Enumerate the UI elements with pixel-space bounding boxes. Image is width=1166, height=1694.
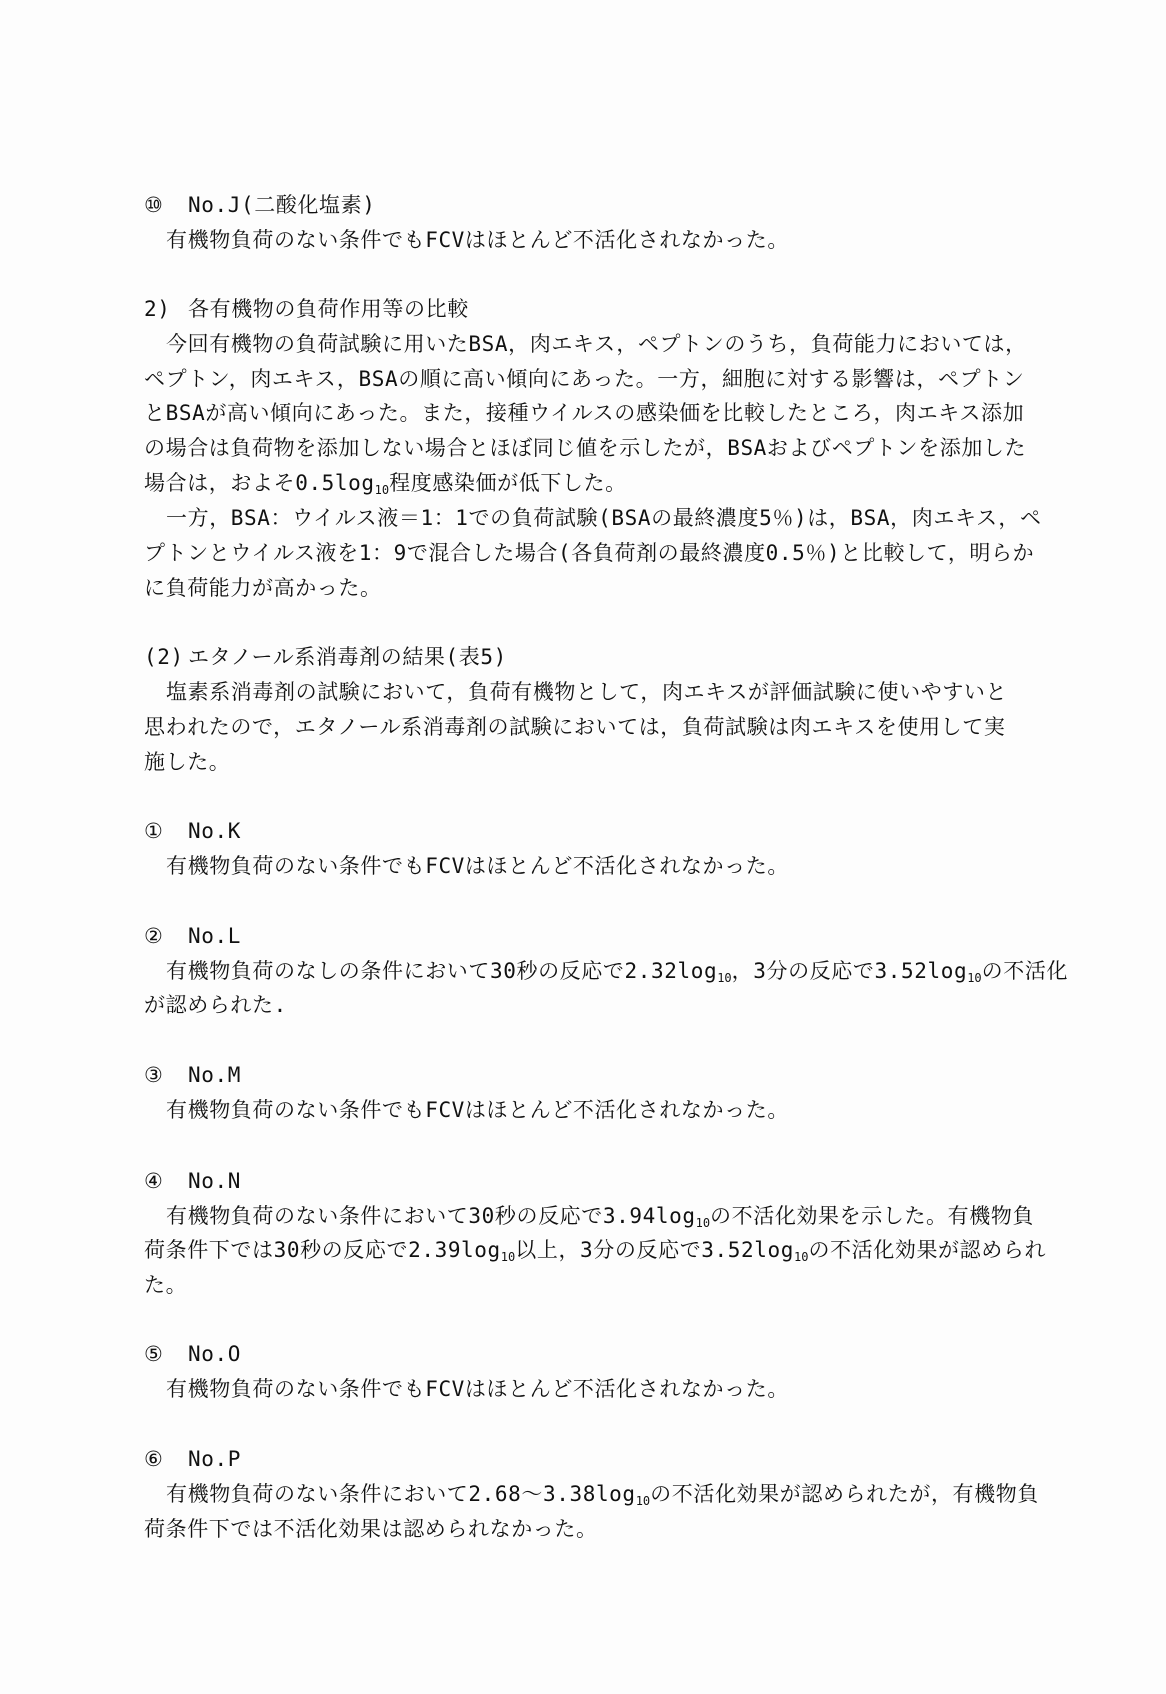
- paragraph-line: [144, 538, 1034, 568]
- section-title: No.P: [188, 1447, 241, 1471]
- paragraph-line: [144, 468, 1034, 498]
- text-run: 程度感染価が低下した。: [389, 471, 627, 495]
- text-run: とBSAが高い傾向にあった。また，接種ウイルスの感染価を比較したところ，肉エキス添加: [144, 401, 1025, 425]
- paragraph-line: [144, 712, 1034, 742]
- section-title: No.L: [188, 924, 241, 948]
- text-run: の不活化効果が認められたが，有機物負: [650, 1482, 1039, 1506]
- section-number: ⑥: [144, 1447, 164, 1471]
- text-run: 場合は，およそ0.5log: [144, 471, 375, 495]
- paragraph-line: [144, 573, 1034, 603]
- text-run: 一方，BSA：ウイルス液＝1：1での負荷試験(BSAの最終濃度5％)は，BSA，肉エキス，ペ: [166, 506, 1042, 530]
- section-heading: [144, 1444, 1034, 1474]
- subscript: 10: [794, 1250, 809, 1264]
- section-number: ③: [144, 1063, 164, 1087]
- text-run: の場合は負荷物を添加しない場合とほぼ同じ値を示したが，BSAおよびペプトンを添加した: [144, 436, 1027, 460]
- section-number: ⑤: [144, 1342, 164, 1366]
- section-title: エタノール系消毒剤の結果(表5): [188, 645, 507, 669]
- text-run: 今回有機物の負荷試験に用いたBSA，肉エキス，ペプトンのうち，負荷能力においては，: [166, 332, 1027, 356]
- paragraph-line: [144, 990, 1034, 1020]
- section-number: (2): [144, 645, 184, 669]
- text-run: 有機物負荷のない条件でもFCVはほとんど不活化されなかった。: [166, 1098, 789, 1122]
- section-title: No.M: [188, 1063, 241, 1087]
- paragraph-line: [144, 1514, 1034, 1544]
- section-title: No.K: [188, 819, 241, 843]
- text-run: ペプトン，肉エキス，BSAの順に高い傾向にあった。一方，細胞に対する影響は，ペプトン: [144, 367, 1025, 391]
- text-run: が認められた.: [144, 993, 287, 1017]
- text-run: 塩素系消毒剤の試験において，負荷有機物として，肉エキスが評価試験に使いやすいと: [166, 680, 1008, 704]
- text-run: 以上，3分の反応で3.52log: [515, 1238, 794, 1262]
- section-title: No.N: [188, 1169, 241, 1193]
- section-number: ④: [144, 1169, 164, 1193]
- text-run: 施した。: [144, 750, 231, 774]
- text-run: 荷条件下では不活化効果は認められなかった。: [144, 1517, 598, 1541]
- text-run: ，3分の反応で3.52log: [731, 959, 968, 983]
- section-heading: [144, 816, 1034, 846]
- paragraph-line: [144, 1270, 1034, 1300]
- text-run: 荷条件下では30秒の反応で2.39log: [144, 1238, 501, 1262]
- section-heading: [144, 1339, 1034, 1369]
- paragraph-line: [166, 503, 1056, 533]
- section-title: 各有機物の負荷作用等の比較: [188, 297, 469, 321]
- section-heading: [144, 642, 1034, 672]
- text-run: 有機物負荷のない条件において30秒の反応で3.94log: [166, 1204, 696, 1228]
- paragraph-line: [166, 1201, 1056, 1231]
- text-run: の不活化効果を示した。有機物負: [710, 1204, 1035, 1228]
- paragraph-line: [166, 225, 1056, 255]
- paragraph-line: [166, 1095, 1056, 1125]
- section-number: 2): [144, 297, 171, 321]
- paragraph-line: [166, 329, 1056, 359]
- paragraph-line: [144, 364, 1034, 394]
- subscript: 10: [635, 1494, 651, 1508]
- subscript: 10: [717, 971, 732, 985]
- text-run: 有機物負荷のない条件でもFCVはほとんど不活化されなかった。: [166, 1377, 789, 1401]
- text-run: 有機物負荷のない条件でもFCVはほとんど不活化されなかった。: [166, 228, 789, 252]
- subscript: 10: [967, 971, 982, 985]
- section-number: ⑩: [144, 193, 164, 217]
- section-heading: [144, 190, 1034, 220]
- text-run: の不活化: [981, 959, 1069, 983]
- paragraph-line: [166, 851, 1056, 881]
- section-title: No.J(二酸化塩素): [188, 193, 376, 217]
- paragraph-line: [166, 677, 1056, 707]
- text-run: の不活化効果が認められ: [808, 1238, 1047, 1262]
- section-heading: [144, 1166, 1034, 1196]
- paragraph-line: [144, 398, 1034, 428]
- subscript: 10: [695, 1216, 711, 1230]
- section-number: ①: [144, 819, 164, 843]
- section-title: No.O: [188, 1342, 241, 1366]
- section-heading: [144, 921, 1034, 951]
- section-number: ②: [144, 924, 164, 948]
- text-run: プトンとウイルス液を1：9で混合した場合(各負荷剤の最終濃度0.5％)と比較して，明らか: [144, 541, 1035, 565]
- paragraph-line: [144, 433, 1034, 463]
- text-run: 思われたので，エタノール系消毒剤の試験においては，負荷試験は肉エキスを使用して実: [144, 715, 1006, 739]
- section-heading: [144, 1060, 1034, 1090]
- text-run: 有機物負荷のなしの条件において30秒の反応で2.32log: [166, 959, 718, 983]
- text-run: 有機物負荷のない条件において2.68～3.38log: [166, 1482, 636, 1506]
- paragraph-line: [144, 747, 1034, 777]
- text-run: 有機物負荷のない条件でもFCVはほとんど不活化されなかった。: [166, 854, 789, 878]
- subscript: 10: [374, 483, 390, 497]
- paragraph-line: [144, 1235, 1047, 1265]
- paragraph-line: [166, 956, 1069, 986]
- subscript: 10: [500, 1250, 516, 1264]
- paragraph-line: [166, 1374, 1056, 1404]
- paragraph-line: [166, 1479, 1056, 1509]
- text-run: に負荷能力が高かった。: [144, 576, 382, 600]
- section-heading: [144, 294, 1034, 324]
- text-run: た。: [144, 1273, 188, 1297]
